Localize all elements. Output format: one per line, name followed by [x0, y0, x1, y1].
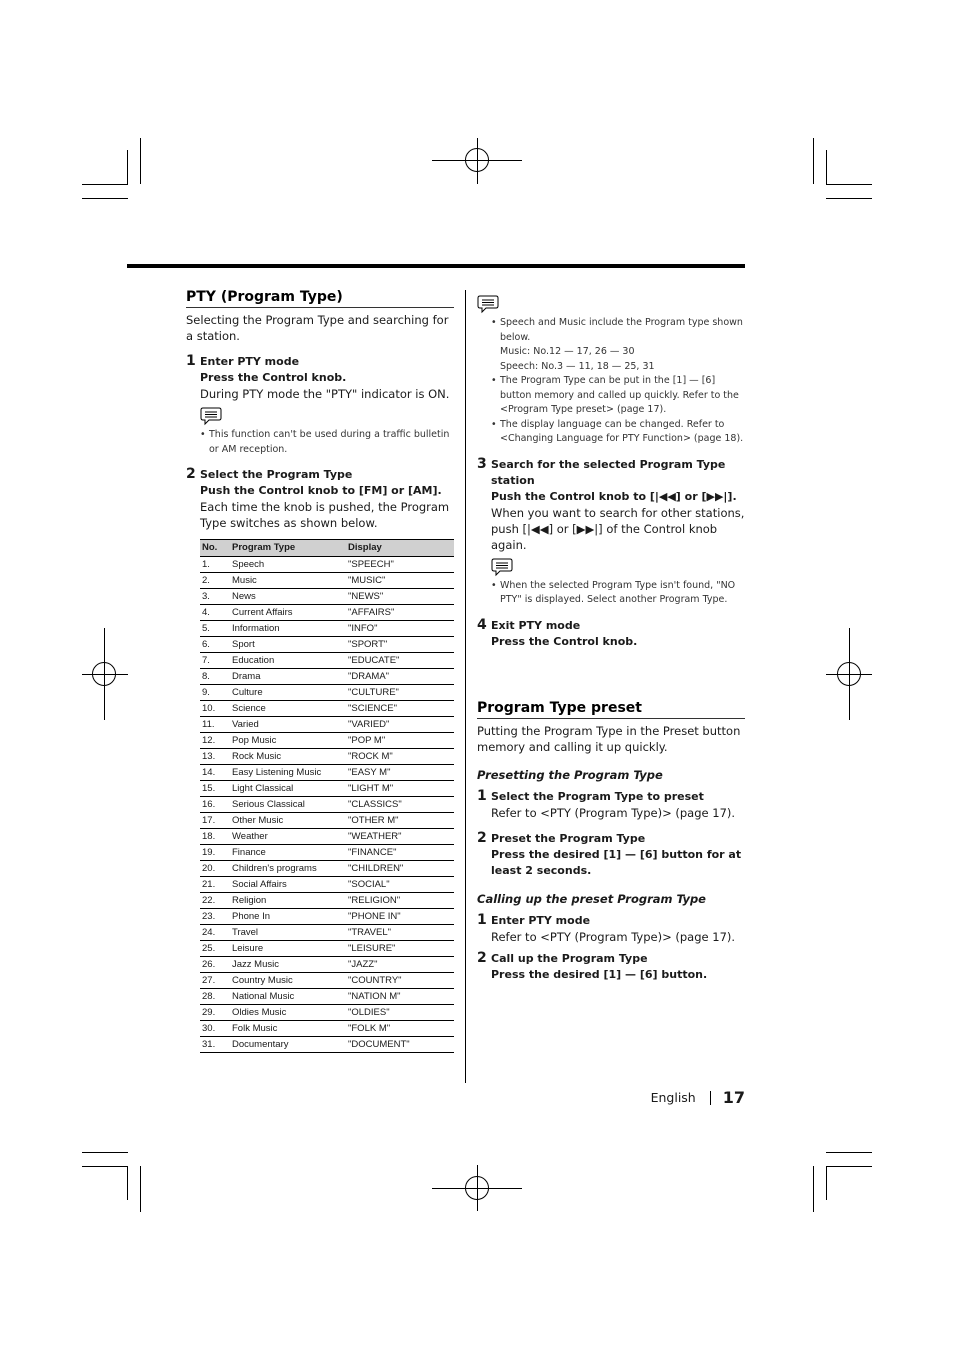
- step-notes: [491, 579, 745, 608]
- table-cell: 30.: [200, 1021, 230, 1037]
- table-cell: 8.: [200, 669, 230, 685]
- table-cell: Other Music: [230, 813, 346, 829]
- table-row: [200, 717, 454, 733]
- table-cell: "AFFAIRS": [346, 605, 454, 621]
- table-cell: Education: [230, 653, 346, 669]
- step-notes: [200, 428, 454, 457]
- table-cell: "CULTURE": [346, 685, 454, 701]
- table-cell: "NEWS": [346, 589, 454, 605]
- table-row: [200, 909, 454, 925]
- table-cell: "SPORT": [346, 637, 454, 653]
- table-cell: Current Affairs: [230, 605, 346, 621]
- column-header: Program Type: [230, 540, 346, 557]
- step-number: 2: [186, 466, 196, 482]
- table-cell: 13.: [200, 749, 230, 765]
- table-cell: 19.: [200, 845, 230, 861]
- step-number: 1: [186, 353, 196, 369]
- step-heading: Select the Program Type: [200, 468, 353, 481]
- pty-title: PTY (Program Type): [186, 287, 454, 308]
- table-cell: Country Music: [230, 973, 346, 989]
- table-cell: Phone In: [230, 909, 346, 925]
- call-step-2: [477, 951, 745, 983]
- table-cell: Rock Music: [230, 749, 346, 765]
- table-cell: 4.: [200, 605, 230, 621]
- table-header-row: [200, 540, 454, 557]
- note-icon: [491, 557, 513, 577]
- table-cell: Science: [230, 701, 346, 717]
- column-header: Display: [346, 540, 454, 557]
- table-cell: Varied: [230, 717, 346, 733]
- table-cell: Light Classical: [230, 781, 346, 797]
- table-cell: Pop Music: [230, 733, 346, 749]
- step-heading: Select the Program Type to preset: [491, 789, 704, 803]
- table-row: [200, 1021, 454, 1037]
- note-item: • The Program Type can be put in the [1] — [6] button memory and called up quickly. Refer to the <Program Type preset> (page 17).: [491, 374, 745, 418]
- step-action: Press the desired [1] — [6] button for at least 2 seconds.: [491, 847, 742, 877]
- table-cell: "FOLK M": [346, 1021, 454, 1037]
- table-cell: "NATION M": [346, 989, 454, 1005]
- table-cell: 2.: [200, 573, 230, 589]
- table-cell: Jazz Music: [230, 957, 346, 973]
- step-heading: Call up the Program Type: [491, 951, 648, 965]
- table-cell: 25.: [200, 941, 230, 957]
- table-cell: 22.: [200, 893, 230, 909]
- table-cell: 1.: [200, 557, 230, 573]
- table-cell: "LIGHT M": [346, 781, 454, 797]
- step-detail: Each time the knob is pushed, the Program Type switches as shown below.: [200, 500, 450, 530]
- table-cell: Drama: [230, 669, 346, 685]
- table-row: [200, 573, 454, 589]
- table-cell: Folk Music: [230, 1021, 346, 1037]
- step-action: Press the desired [1] — [6] button.: [491, 967, 708, 981]
- table-row: [200, 621, 454, 637]
- table-row: [200, 557, 454, 573]
- table-cell: Easy Listening Music: [230, 765, 346, 781]
- step-detail: When you want to search for other stations, push [|◀◀] or [▶▶|] of the Control knob again.: [491, 505, 745, 552]
- table-cell: Leisure: [230, 941, 346, 957]
- table-cell: 16.: [200, 797, 230, 813]
- subheading-presetting: Presetting the Program Type: [477, 767, 663, 782]
- pty-step-1: [186, 354, 454, 457]
- table-row: [200, 1037, 454, 1053]
- table-cell: Serious Classical: [230, 797, 346, 813]
- table-cell: 10.: [200, 701, 230, 717]
- header-rule: [127, 264, 745, 268]
- table-row: [200, 957, 454, 973]
- table-row: [200, 685, 454, 701]
- note-icon: [200, 406, 222, 426]
- table-row: [200, 925, 454, 941]
- table-cell: "SCIENCE": [346, 701, 454, 717]
- table-row: [200, 845, 454, 861]
- pty-intro: Selecting the Program Type and searching for a station.: [186, 313, 449, 343]
- step-heading: Exit PTY mode: [491, 618, 581, 632]
- table-row: [200, 653, 454, 669]
- table-cell: "RELIGION": [346, 893, 454, 909]
- table-cell: Travel: [230, 925, 346, 941]
- table-row: [200, 669, 454, 685]
- table-cell: "VARIED": [346, 717, 454, 733]
- preset-step-1: [477, 789, 745, 821]
- table-cell: 27.: [200, 973, 230, 989]
- page-footer: [651, 1088, 745, 1107]
- note-icon: [477, 294, 499, 314]
- table-row: [200, 637, 454, 653]
- subheading-calling: Calling up the preset Program Type: [477, 891, 706, 906]
- table-cell: Sport: [230, 637, 346, 653]
- table-cell: "POP M": [346, 733, 454, 749]
- step-heading: Search for the selected Program Type station: [491, 457, 726, 487]
- table-cell: "DOCUMENT": [346, 1037, 454, 1053]
- table-row: [200, 733, 454, 749]
- table-cell: National Music: [230, 989, 346, 1005]
- table-row: [200, 701, 454, 717]
- call-step-1: [477, 913, 745, 945]
- table-cell: "SPEECH": [346, 557, 454, 573]
- table-cell: 6.: [200, 637, 230, 653]
- table-cell: 20.: [200, 861, 230, 877]
- note-item: • The display language can be changed. Refer to <Changing Language for PTY Function> (page 18).: [491, 418, 745, 447]
- table-cell: "INFO": [346, 621, 454, 637]
- preset-step-2: [477, 831, 745, 879]
- table-cell: "LEISURE": [346, 941, 454, 957]
- pty-continued: [477, 294, 745, 983]
- column-separator: [465, 290, 466, 1083]
- table-row: [200, 797, 454, 813]
- step-detail: Refer to <PTY (Program Type)> (page 17).: [491, 805, 736, 820]
- table-row: [200, 941, 454, 957]
- step-detail: During PTY mode the "PTY" indicator is ON.: [200, 387, 450, 401]
- table-cell: Documentary: [230, 1037, 346, 1053]
- table-cell: 23.: [200, 909, 230, 925]
- footer-language: English: [650, 1090, 696, 1105]
- table-row: [200, 813, 454, 829]
- step-detail: Refer to <PTY (Program Type)> (page 17).: [491, 929, 736, 944]
- table-cell: Social Affairs: [230, 877, 346, 893]
- step-number: 4: [477, 616, 487, 633]
- table-row: [200, 781, 454, 797]
- table-cell: "OTHER M": [346, 813, 454, 829]
- step-number: 3: [477, 455, 487, 472]
- table-row: [200, 1005, 454, 1021]
- step-heading: Enter PTY mode: [491, 913, 591, 927]
- table-cell: "CLASSICS": [346, 797, 454, 813]
- table-cell: "EDUCATE": [346, 653, 454, 669]
- table-cell: 7.: [200, 653, 230, 669]
- step-number: 1: [477, 787, 487, 804]
- table-cell: "OLDIES": [346, 1005, 454, 1021]
- table-cell: "JAZZ": [346, 957, 454, 973]
- step-action: Press the Control knob.: [491, 634, 638, 648]
- top-notes: [477, 316, 745, 447]
- table-row: [200, 589, 454, 605]
- table-cell: 9.: [200, 685, 230, 701]
- pty-step-4: [477, 618, 745, 650]
- step-action: Push the Control knob to [|◀◀] or [▶▶|].: [491, 489, 737, 503]
- table-cell: 31.: [200, 1037, 230, 1053]
- table-cell: 21.: [200, 877, 230, 893]
- table-cell: 24.: [200, 925, 230, 941]
- table-cell: 15.: [200, 781, 230, 797]
- note-item: • This function can't be used during a traffic bulletin or AM reception.: [200, 428, 454, 457]
- preset-title: Program Type preset: [477, 698, 745, 719]
- table-cell: 29.: [200, 1005, 230, 1021]
- table-cell: Information: [230, 621, 346, 637]
- table-cell: "DRAMA": [346, 669, 454, 685]
- preset-section: [477, 698, 745, 983]
- table-cell: Speech: [230, 557, 346, 573]
- step-number: 2: [477, 949, 487, 966]
- step-action: Push the Control knob to [FM] or [AM].: [200, 484, 442, 497]
- table-cell: 3.: [200, 589, 230, 605]
- table-cell: "SOCIAL": [346, 877, 454, 893]
- table-row: [200, 861, 454, 877]
- table-cell: Religion: [230, 893, 346, 909]
- table-cell: Finance: [230, 845, 346, 861]
- step-heading: Preset the Program Type: [491, 831, 646, 845]
- table-row: [200, 893, 454, 909]
- table-cell: 14.: [200, 765, 230, 781]
- table-cell: "TRAVEL": [346, 925, 454, 941]
- table-row: [200, 765, 454, 781]
- page-number: 17: [722, 1088, 745, 1107]
- table-row: [200, 829, 454, 845]
- table-cell: Music: [230, 573, 346, 589]
- program-type-table: [200, 539, 454, 1053]
- table-cell: Oldies Music: [230, 1005, 346, 1021]
- table-cell: 17.: [200, 813, 230, 829]
- table-cell: "COUNTRY": [346, 973, 454, 989]
- table-cell: 18.: [200, 829, 230, 845]
- table-row: [200, 973, 454, 989]
- preset-intro: Putting the Program Type in the Preset button memory and calling it up quickly.: [477, 723, 741, 754]
- pty-step-3: [477, 457, 745, 608]
- table-cell: 26.: [200, 957, 230, 973]
- table-cell: "EASY M": [346, 765, 454, 781]
- pty-section: [186, 287, 454, 1053]
- table-cell: Children's programs: [230, 861, 346, 877]
- step-heading: Enter PTY mode: [200, 355, 300, 368]
- table-cell: Weather: [230, 829, 346, 845]
- footer-divider: [710, 1091, 711, 1105]
- table-row: [200, 749, 454, 765]
- table-cell: 12.: [200, 733, 230, 749]
- table-cell: "PHONE IN": [346, 909, 454, 925]
- note-item: • When the selected Program Type isn't found, "NO PTY" is displayed. Select another Program Type.: [491, 579, 745, 608]
- table-cell: News: [230, 589, 346, 605]
- table-row: [200, 877, 454, 893]
- table-cell: "FINANCE": [346, 845, 454, 861]
- table-cell: "MUSIC": [346, 573, 454, 589]
- table-cell: 28.: [200, 989, 230, 1005]
- table-cell: 5.: [200, 621, 230, 637]
- table-cell: "CHILDREN": [346, 861, 454, 877]
- step-number: 1: [477, 911, 487, 928]
- table-cell: 11.: [200, 717, 230, 733]
- column-header: No.: [200, 540, 230, 557]
- step-number: 2: [477, 829, 487, 846]
- note-item: • Speech and Music include the Program type shown below. Music: No.12 — 17, 26 — 30 Speech: No.3 — 11, 18 — 25, 31: [491, 316, 745, 374]
- table-cell: Culture: [230, 685, 346, 701]
- table-row: [200, 605, 454, 621]
- table-cell: "ROCK M": [346, 749, 454, 765]
- table-cell: "WEATHER": [346, 829, 454, 845]
- step-action: Press the Control knob.: [200, 371, 347, 384]
- table-row: [200, 989, 454, 1005]
- pty-step-2: [186, 467, 454, 531]
